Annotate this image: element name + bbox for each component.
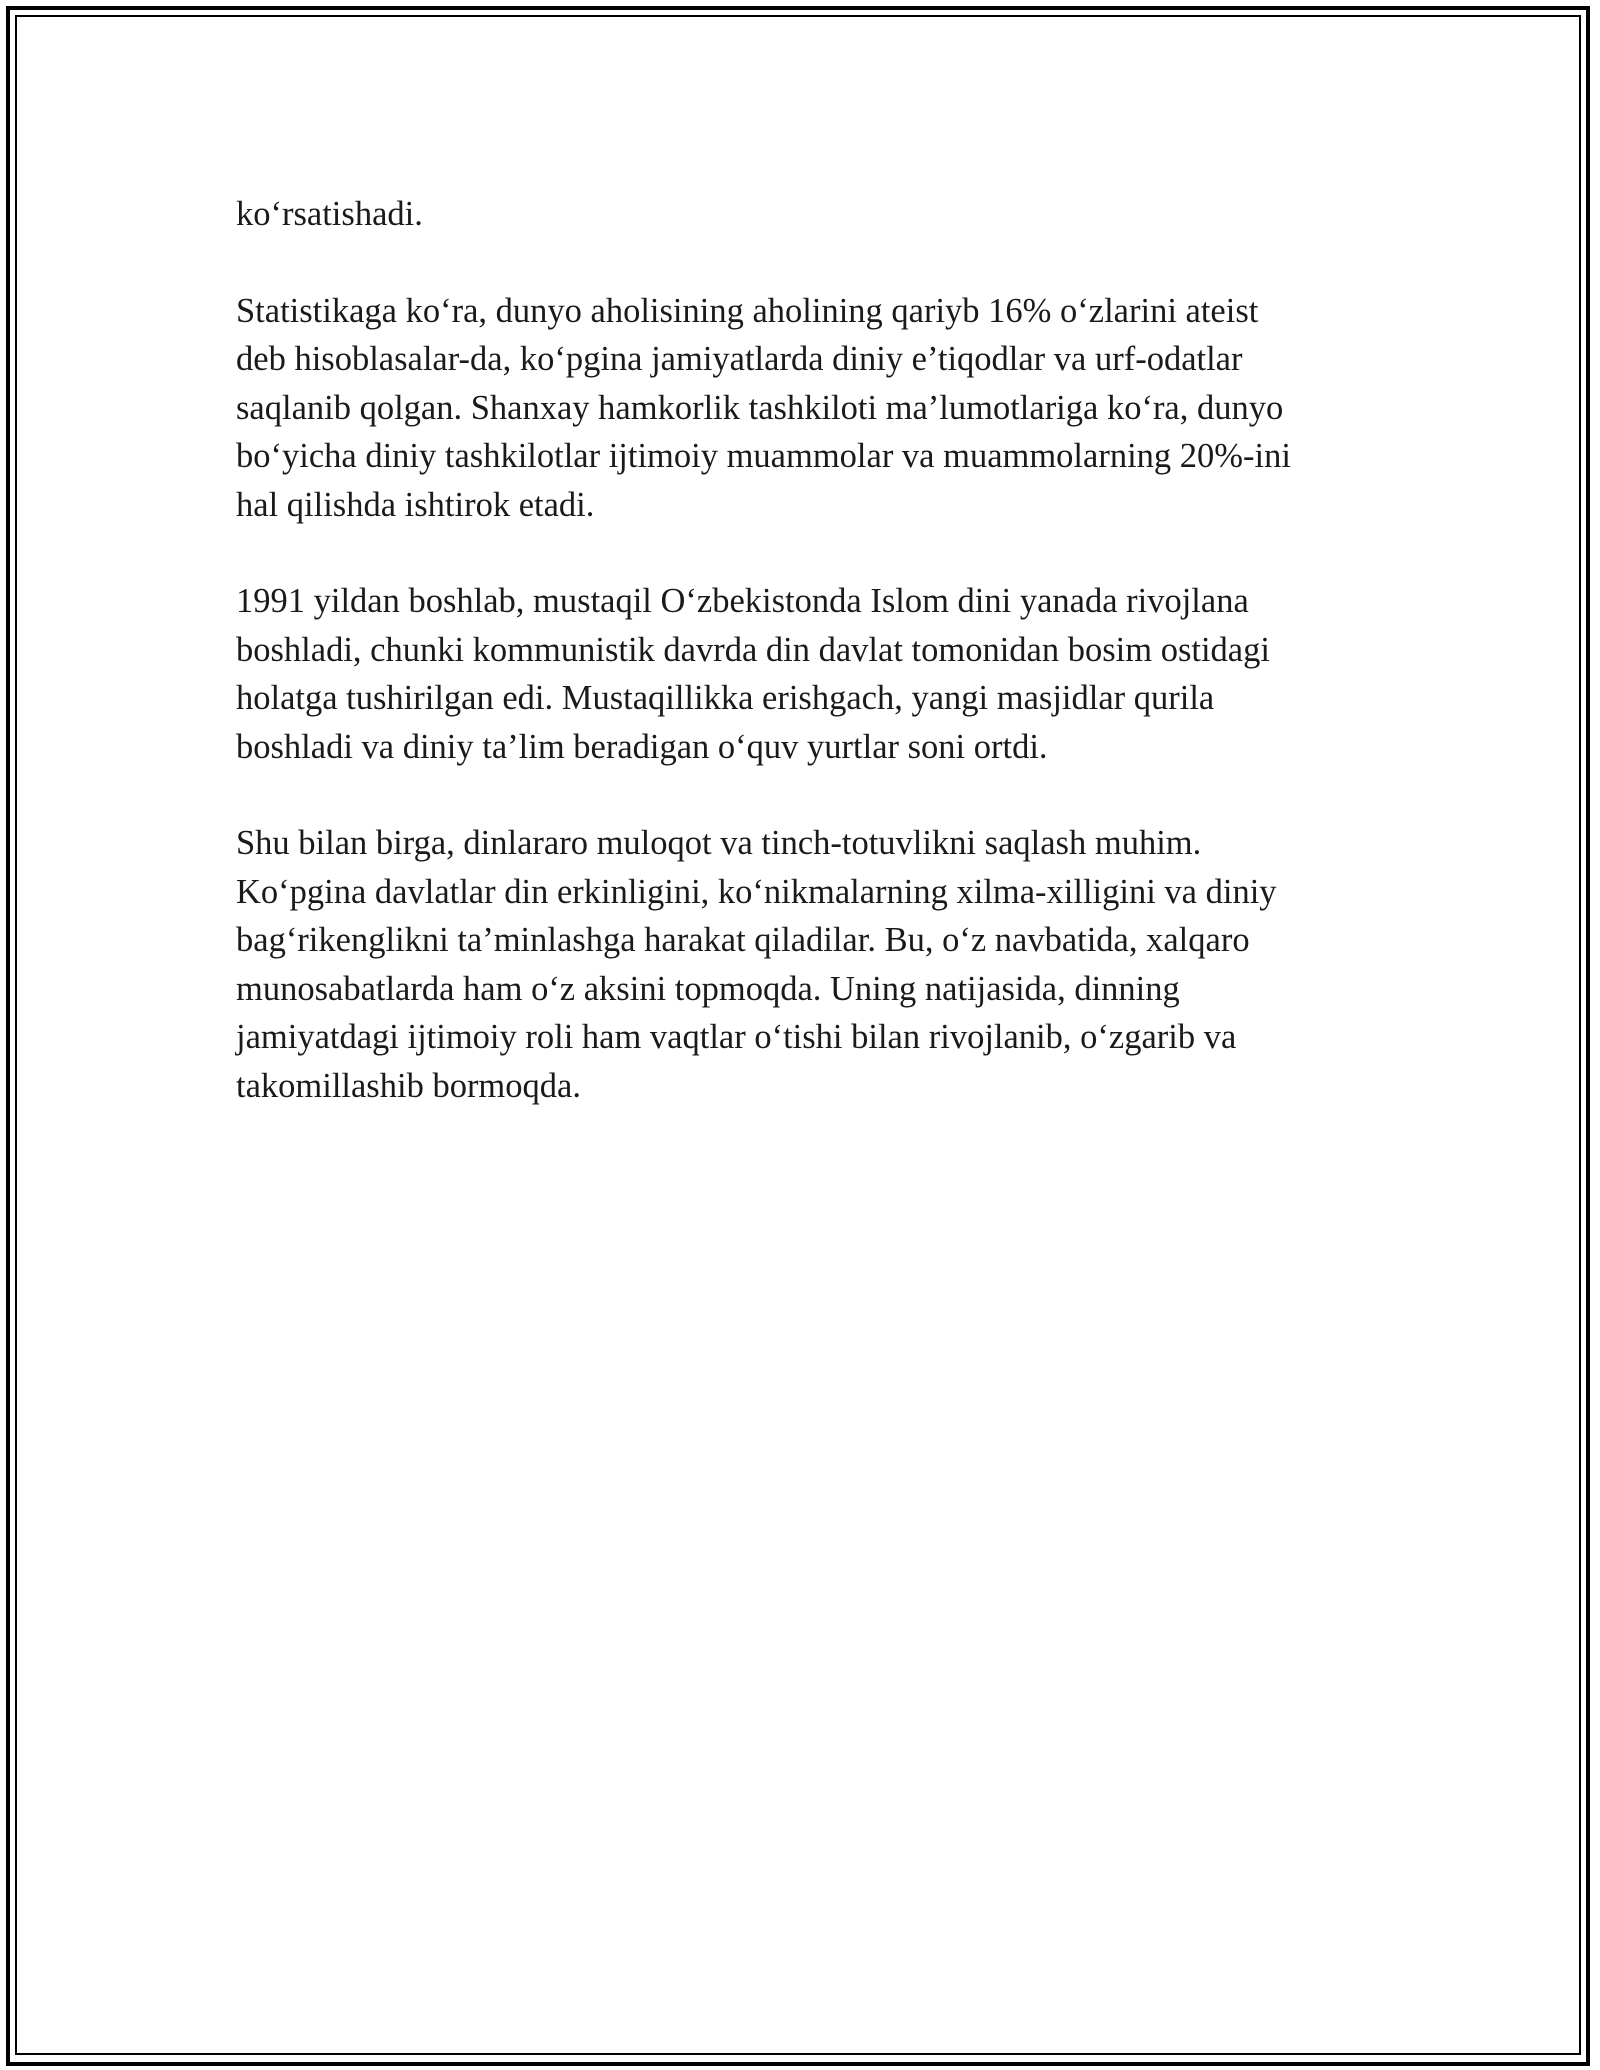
- paragraph-4: Shu bilan birga, dinlararo muloqot va tinch-totuvlikni saqlash muhim. Ko‘pgina davlatlar din erkinligini, ko‘nikmalarning xilma-xilligini va diniy bag‘rikenglikni ta’minlashga harakat qiladilar. Bu, o‘z navbatida, xalqaro munosabatlarda ham o‘z aksini topmoqda. Uning natijasida, dinning jamiyatdagi ijtimoiy roli ham vaqtlar o‘tishi bilan rivojlanib, o‘zgarib va takomillashib bormoqda.: [236, 824, 1277, 1105]
- paragraph-2: Statistikaga ko‘ra, dunyo aholisining aholining qariyb 16% o‘zlarini ateist deb hisoblasalar-da, ko‘pgina jamiyatlarda diniy e’tiqodlar va urf-odatlar saqlanib qolgan. Shanxay hamkorlik tashkiloti ma’lumotlariga ko‘ra, dunyo bo‘yicha diniy tashkilotlar ijtimoiy muammolar va muammolarning 20%-ini hal qilishda ishtirok etadi.: [236, 291, 1291, 524]
- paragraph-3: 1991 yildan boshlab, mustaqil O‘zbekistonda Islom dini yanada rivojlana boshladi, chunki kommunistik davrda din davlat tomonidan bosim ostidagi holatga tushirilgan edi. Mustaqillikka erishgach, yangi masjidlar qurila boshladi va diniy ta’lim beradigan o‘quv yurtlar soni ortdi.: [236, 582, 1270, 766]
- paragraph-1: ko‘rsatishadi.: [236, 195, 423, 233]
- document-body: [236, 190, 1366, 1158]
